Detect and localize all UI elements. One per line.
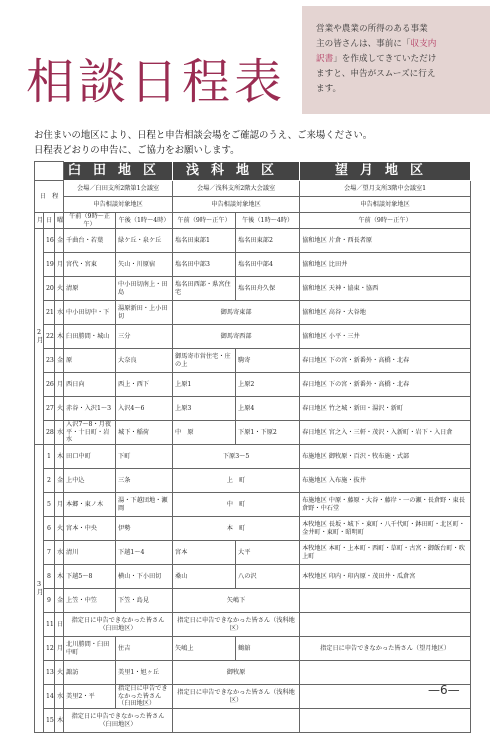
- usuda-pm-cell: 西上・西下: [116, 373, 173, 397]
- usuda-pm-cell: 入沢4〜6: [116, 397, 173, 421]
- col-weekday: 曜: [55, 213, 64, 229]
- day-cell: 12: [44, 637, 55, 661]
- asashina-am-cell: 中 原: [173, 421, 236, 445]
- venue-usuda: 会場／臼田支所2階第1会議室: [64, 181, 173, 197]
- table-row: [35, 541, 471, 565]
- mochizuki-cell: 布施地区 中原・藤原・大谷・藤岸・一の瀬・長倉野・東長倉野・中石堂: [300, 493, 471, 517]
- weekday-cell: 月: [55, 637, 64, 661]
- asashina-cell: 矢嶋下: [173, 589, 300, 613]
- weekday-cell: 水: [55, 541, 64, 565]
- day-cell: 28: [44, 421, 55, 445]
- table-row: [35, 229, 471, 253]
- table-row: [35, 421, 471, 445]
- usuda-cell: 指定日に申告できなかった皆さん（臼田地区）: [64, 613, 173, 637]
- usuda-am-cell: 入沢7〜8・月夜平・十日町・岩水: [64, 421, 116, 445]
- asashina-cell: 中 町: [173, 493, 300, 517]
- mochizuki-cell: 布施地区 御牧原・百沢・牧布施・式部: [300, 445, 471, 469]
- usuda-pm-cell: 指定日に申告できなかった皆さん（臼田地区）: [116, 685, 173, 709]
- usuda-am-cell: 美里2・平: [64, 685, 116, 709]
- usuda-pm-cell: 矢山・川原宿: [116, 253, 173, 277]
- table-row: [35, 709, 471, 733]
- mochizuki-cell: 春日地区 下の宮・新番外・高橋・北春: [300, 373, 471, 397]
- day-cell: 7: [44, 541, 55, 565]
- asashina-pm-cell: 上原4: [236, 397, 300, 421]
- page-number: —6—: [428, 683, 460, 697]
- day-cell: 6: [44, 517, 55, 541]
- intro-line-1: お住まいの地区により、日程と申告相談会場をご確認のうえ、ご来場ください。: [34, 130, 373, 141]
- asashina-cell: 上 町: [173, 469, 300, 493]
- usuda-am-cell: 北川勝間・臼田中町: [64, 637, 116, 661]
- mochizuki-cell: 春日地区 下の宮・新番外・高橋・北春: [300, 349, 471, 373]
- day-cell: 8: [44, 565, 55, 589]
- day-cell: 22: [44, 325, 55, 349]
- usuda-cell: 指定日に申告できなかった皆さん（臼田地区）: [64, 709, 173, 733]
- day-cell: 27: [44, 397, 55, 421]
- weekday-cell: 木: [55, 565, 64, 589]
- notice-line-2: 主の皆さんは、事前に「収支内: [316, 39, 437, 49]
- mochizuki-cell: 本牧地区 本町・上本町・西町・草町・古宮・御飯台町・吹上町: [300, 541, 471, 565]
- col-asashina-am: 午前（9時〜正午）: [173, 213, 236, 229]
- day-cell: 26: [44, 373, 55, 397]
- usuda-pm-cell: 三条: [116, 469, 173, 493]
- mochizuki-cell: [300, 709, 471, 733]
- mochizuki-cell: 協和地区 比田井: [300, 253, 471, 277]
- area-asashina: 浅科地区: [173, 162, 300, 181]
- intro-line-2: 日程表どおりの申告に、ご協力をお願いします。: [34, 145, 240, 156]
- table-row: [35, 613, 471, 637]
- day-cell: 5: [44, 493, 55, 517]
- day-cell: 23: [44, 349, 55, 373]
- mochizuki-cell: 協和地区 天神・協東・協西: [300, 277, 471, 301]
- asashina-cell: 指定日に申告できなかった皆さん（浅科地区）: [173, 613, 300, 637]
- table-row: [35, 685, 471, 709]
- table-row: [35, 397, 471, 421]
- usuda-pm-cell: 美里1・旭ヶ丘: [116, 661, 173, 685]
- usuda-am-cell: 清原: [64, 277, 116, 301]
- day-cell: 11: [44, 613, 55, 637]
- weekday-cell: 水: [55, 301, 64, 325]
- usuda-pm-cell: 城下・稲荷: [116, 421, 173, 445]
- mochizuki-cell: [300, 661, 471, 685]
- day-cell: 16: [44, 229, 55, 253]
- usuda-pm-cell: 湯原新田・上小田切: [116, 301, 173, 325]
- usuda-am-cell: 臼田勝間・城山: [64, 325, 116, 349]
- usuda-am-cell: 千曲台・若葉: [64, 229, 116, 253]
- usuda-am-cell: 上中込: [64, 469, 116, 493]
- weekday-cell: 日: [55, 613, 64, 637]
- usuda-pm-cell: 下笠・島見: [116, 589, 173, 613]
- usuda-pm-cell: 緑ケ丘・泉ケ丘: [116, 229, 173, 253]
- mochizuki-cell: 協和地区 片倉・西長者原: [300, 229, 471, 253]
- target-usuda: 申告相談対象地区: [64, 197, 173, 213]
- table-row: [35, 253, 471, 277]
- mochizuki-cell: 布施地区 入布施・抜井: [300, 469, 471, 493]
- asashina-am-cell: 塩名田中部3: [173, 253, 236, 277]
- usuda-am-cell: 宮代・宮東: [64, 253, 116, 277]
- asashina-am-cell: 御馬寄市営住宅・庄の上: [173, 349, 236, 373]
- asashina-am-cell: 矢嶋上: [173, 637, 236, 661]
- day-cell: 20: [44, 277, 55, 301]
- notice-line-5: ます。: [316, 84, 342, 94]
- usuda-pm-cell: 三分: [116, 325, 173, 349]
- day-cell: 2: [44, 469, 55, 493]
- intro-text: [34, 128, 372, 158]
- asashina-pm-cell: 鶴舘: [236, 637, 300, 661]
- asashina-am-cell: 宮本: [173, 541, 236, 565]
- day-cell: 15: [44, 709, 55, 733]
- usuda-am-cell: 西日向: [64, 373, 116, 397]
- usuda-pm-cell: 横山・下小田切: [116, 565, 173, 589]
- usuda-am-cell: 本郷・東ノ木: [64, 493, 116, 517]
- table-row: [35, 661, 471, 685]
- asashina-am-cell: 上原3: [173, 397, 236, 421]
- asashina-cell: 御馬寄東部: [173, 301, 300, 325]
- weekday-cell: 火: [55, 517, 64, 541]
- mochizuki-cell: 協和地区 小平・三井: [300, 325, 471, 349]
- usuda-am-cell: 田口中町: [64, 445, 116, 469]
- table-row: [35, 301, 471, 325]
- mochizuki-cell: 本牧地区 印内・印内原・茂田井・瓜倉宮: [300, 565, 471, 589]
- area-mochizuki: 望月地区: [300, 162, 471, 181]
- usuda-am-cell: 上笠・中笠: [64, 589, 116, 613]
- usuda-am-cell: 原: [64, 349, 116, 373]
- page-title: 相談日程表: [26, 54, 287, 110]
- mochizuki-cell: 春日地区 竹之城・新田・湯沢・新町: [300, 397, 471, 421]
- day-cell: 13: [44, 661, 55, 685]
- area-usuda: 臼田地区: [64, 162, 173, 181]
- usuda-pm-cell: 大奈良: [116, 349, 173, 373]
- day-cell: 14: [44, 685, 55, 709]
- notice-line-3: 訳書」を作成してきていただけ: [316, 54, 437, 64]
- schedule-body: [35, 213, 471, 733]
- usuda-pm-cell: 下町: [116, 445, 173, 469]
- usuda-am-cell: 下越5〜8: [64, 565, 116, 589]
- usuda-pm-cell: 中小田切南上・田島: [116, 277, 173, 301]
- table-row: [35, 445, 471, 469]
- asashina-cell: [173, 709, 300, 733]
- col-usuda-pm: 午後（1時〜4時）: [116, 213, 173, 229]
- table-row: [35, 565, 471, 589]
- asashina-pm-cell: 塩名田舟久保: [236, 277, 300, 301]
- notice-line-1: 営業や農業の所得のある事業: [316, 24, 428, 34]
- asashina-cell: 下原3〜5: [173, 445, 300, 469]
- table-row: [35, 637, 471, 661]
- day-cell: 19: [44, 253, 55, 277]
- asashina-pm-cell: 塩名田中部4: [236, 253, 300, 277]
- col-month: 月: [35, 213, 44, 229]
- weekday-cell: 水: [55, 421, 64, 445]
- col-day: 日: [44, 213, 55, 229]
- col-usuda-am: 午前（9時〜正午）: [64, 213, 116, 229]
- weekday-cell: 月: [55, 373, 64, 397]
- table-row: [35, 325, 471, 349]
- day-cell: 9: [44, 589, 55, 613]
- asashina-cell: 指定日に申告できなかった皆さん（浅科地区）: [173, 685, 300, 709]
- usuda-am-cell: 諏訪: [64, 661, 116, 685]
- asashina-am-cell: 塩名田西部・県宮住宅: [173, 277, 236, 301]
- asashina-pm-cell: 下原1・下原2: [236, 421, 300, 445]
- schedule-table: [34, 161, 471, 733]
- notice-box: [302, 6, 490, 114]
- asashina-pm-cell: 八の沢: [236, 565, 300, 589]
- weekday-cell: 月: [55, 253, 64, 277]
- asashina-am-cell: 塩名田東部1: [173, 229, 236, 253]
- table-row: [35, 349, 471, 373]
- month-cell: 3月: [35, 445, 44, 733]
- usuda-am-cell: 清川: [64, 541, 116, 565]
- asashina-cell: 本 町: [173, 517, 300, 541]
- mochizuki-cell: 協和地区 高谷・大谷地: [300, 301, 471, 325]
- usuda-am-cell: 中小田切中・下: [64, 301, 116, 325]
- weekday-cell: 木: [55, 325, 64, 349]
- usuda-pm-cell: 下越1〜4: [116, 541, 173, 565]
- asashina-am-cell: 上原1: [173, 373, 236, 397]
- usuda-am-cell: 赤谷・入沢1〜3: [64, 397, 116, 421]
- asashina-pm-cell: 駒寄: [236, 349, 300, 373]
- weekday-cell: 金: [55, 469, 64, 493]
- venue-mochizuki: 会場／望月支所3階中会議室1: [300, 181, 471, 197]
- col-mochizuki-am: 午前（9時〜正午）: [300, 213, 471, 229]
- asashina-pm-cell: 大平: [236, 541, 300, 565]
- asashina-cell: 御馬寄西部: [173, 325, 300, 349]
- column-header-row: [35, 213, 471, 229]
- target-mochizuki: 申告相談対象地区: [300, 197, 471, 213]
- usuda-am-cell: 宮本・中央: [64, 517, 116, 541]
- table-row: [35, 589, 471, 613]
- mochizuki-cell: 春日地区 宮之入・三軒・茂沢・入新町・岩下・入日倉: [300, 421, 471, 445]
- day-cell: 21: [44, 301, 55, 325]
- weekday-cell: 水: [55, 685, 64, 709]
- mochizuki-cell: 本牧地区 長坂・城下・東町・八千代町・鉢田町・北区町・金井町・東町・昭明町: [300, 517, 471, 541]
- date-label: 日 程: [35, 181, 64, 213]
- mochizuki-cell: [300, 589, 471, 613]
- weekday-cell: 金: [55, 229, 64, 253]
- usuda-pm-cell: 住吉: [116, 637, 173, 661]
- weekday-cell: 月: [55, 493, 64, 517]
- weekday-cell: 金: [55, 349, 64, 373]
- corner-cell: [35, 162, 64, 181]
- day-cell: 1: [44, 445, 55, 469]
- table-row: [35, 277, 471, 301]
- weekday-cell: 金: [55, 589, 64, 613]
- notice-line-4: ますと、申告がスムーズに行え: [316, 69, 436, 79]
- mochizuki-cell: 指定日に申告できなかった皆さん（望月地区）: [300, 637, 471, 661]
- table-row: [35, 517, 471, 541]
- asashina-pm-cell: 上原2: [236, 373, 300, 397]
- weekday-cell: 木: [55, 709, 64, 733]
- weekday-cell: 木: [55, 445, 64, 469]
- month-cell: 2月: [35, 229, 44, 445]
- weekday-cell: 火: [55, 661, 64, 685]
- weekday-cell: 火: [55, 277, 64, 301]
- target-asashina: 申告相談対象地区: [173, 197, 300, 213]
- table-row: [35, 493, 471, 517]
- table-row: [35, 373, 471, 397]
- asashina-cell: 御牧原: [173, 661, 300, 685]
- usuda-pm-cell: 湯・下越団地・瀬岡: [116, 493, 173, 517]
- asashina-am-cell: 桑山: [173, 565, 236, 589]
- mochizuki-cell: [300, 613, 471, 637]
- table-row: [35, 469, 471, 493]
- asashina-pm-cell: 塩名田東部2: [236, 229, 300, 253]
- weekday-cell: 火: [55, 397, 64, 421]
- col-asashina-pm: 午後（1時〜4時）: [236, 213, 300, 229]
- venue-asashina: 会場／浅科支所2階大会議室: [173, 181, 300, 197]
- usuda-pm-cell: 伊勢: [116, 517, 173, 541]
